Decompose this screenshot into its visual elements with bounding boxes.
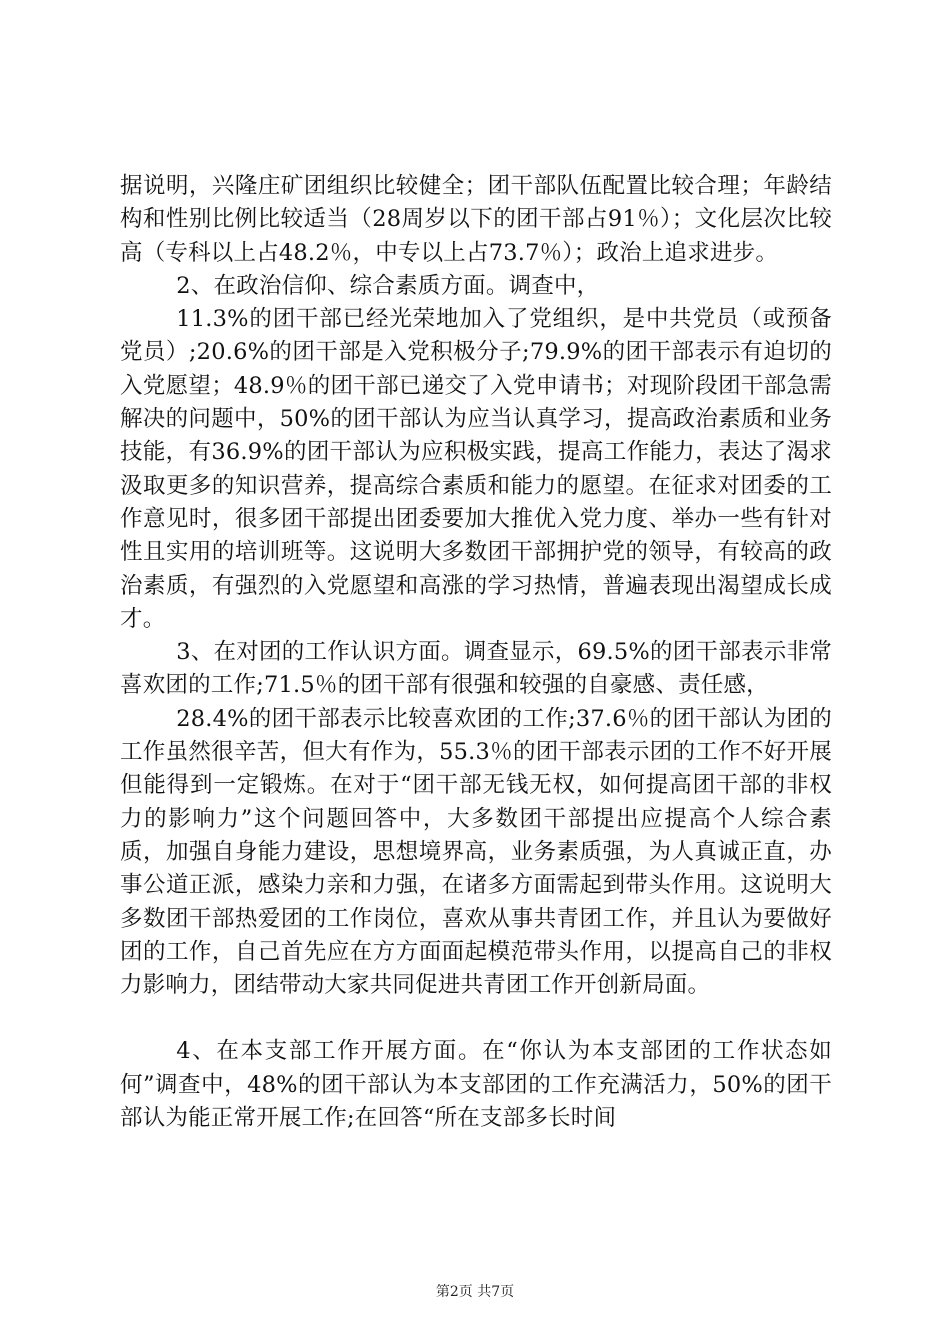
paragraph-summary: 据说明，兴隆庄矿团组织比较健全；团干部队伍配置比较合理；年龄结构和性别比例比较适当（28周岁以下的团干部占91％）；文化层次比较高（专科以上占48.2％，中专以上占73.7％）；政治上追求进步。	[120, 173, 832, 266]
paragraph-section-2-body: 11.3%的团干部已经光荣地加入了党组织，是中共党员（或预备党员）;20.6%的团干部是入党积极分子;79.9%的团干部表示有迫切的入党愿望；48.9％的团干部已递交了入党申请书；对现阶段团干部急需解决的问题中，50%的团干部认为应当认真学习，提高政治素质和业务技能，有36.9%的团干部认为应积极实践，提高工作能力，表达了渴求汲取更多的知识营养，提高综合素质和能力的愿望。在征求对团委的工作意见时，很多团干部提出团委要加大推优入党力度、举办一些有针对性且实用的培训班等。这说明大多数团干部拥护党的领导，有较高的政治素质，有强烈的入党愿望和高涨的学习热情，普遍表现出渴望成长成才。	[120, 306, 832, 632]
paragraph-section-2-heading: 2、在政治信仰、综合素质方面。调查中，	[176, 272, 600, 299]
paragraph-spacer	[120, 1002, 832, 1035]
paragraph-section-3-body: 28.4%的团干部表示比较喜欢团的工作;37.6％的团干部认为团的工作虽然很辛苦，但大有作为，55.3％的团干部表示团的工作不好开展但能得到一定锻炼。在对于“团干部无钱无权，如何提高团干部的非权力的影响力”这个问题回答中，大多数团干部提出应提高个人综合素质，加强自身能力建设，思想境界高，业务素质强，为人真诚正直，办事公道正派，感染力亲和力强，在诸多方面需起到带头作用。这说明大多数团干部热爱团的工作岗位，喜欢从事共青团工作，并且认为要做好团的工作，自己首先应在方方面面起模范带头作用，以提高自己的非权力影响力，团结带动大家共同促进共青团工作开创新局面。	[120, 705, 832, 999]
paragraph-section-3-heading: 3、在对团的工作认识方面。调查显示，69.5%的团干部表示非常喜欢团的工作;71.5％的团干部有很强和较强的自豪感、责任感，	[120, 639, 832, 699]
paragraph-section-4: 4、在本支部工作开展方面。在“你认为本支部团的工作状态如何”调查中，48%的团干部认为本支部团的工作充满活力，50%的团干部认为能正常开展工作;在回答“所在支部多长时间	[120, 1038, 832, 1132]
document-body	[120, 170, 832, 1135]
page-number-footer: 第2页 共7页	[435, 1284, 515, 1300]
